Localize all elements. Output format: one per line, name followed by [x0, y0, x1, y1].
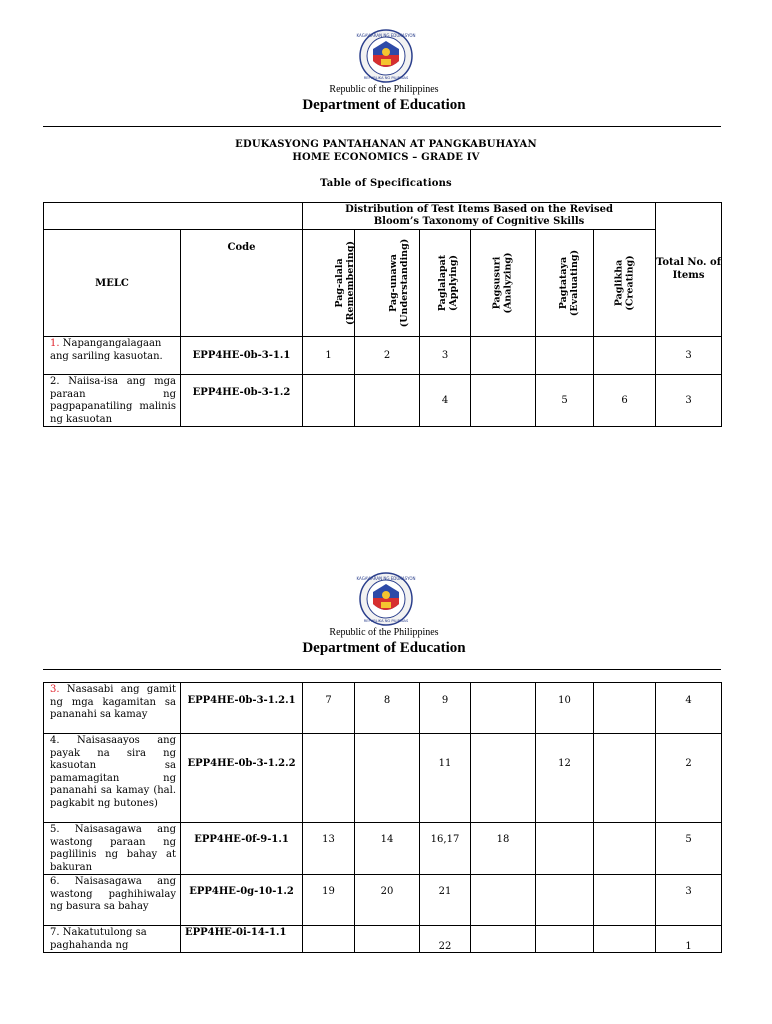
table-row — [44, 875, 722, 926]
republic-text: Republic of the Philippines — [329, 627, 439, 638]
code-cell: EPP4HE-0g-10-1.2 — [181, 875, 303, 926]
evaluating-cell: 12 — [536, 734, 594, 823]
seal-top-text: KAGAWARAN NG EDUKASYON — [356, 33, 416, 38]
deped-seal-logo — [356, 572, 416, 626]
code-cell: EPP4HE-0f-9-1.1 — [181, 823, 303, 875]
total-cell: 4 — [656, 683, 722, 734]
table-row — [44, 823, 722, 875]
understanding-cell: 2 — [355, 337, 420, 375]
total-cell: 3 — [656, 337, 722, 375]
total-cell: 3 — [656, 875, 722, 926]
seal-bottom-text: REPUBLIKA NG PILIPINAS — [363, 76, 409, 80]
melc-cell: 2. Naiisa-isa ang mga paraan ng pagpapanatiling malinis ng kasuotan — [44, 375, 181, 427]
understanding-cell: 8 — [355, 683, 420, 734]
analyzing-cell — [471, 375, 536, 427]
republic-text: Republic of the Philippines — [329, 84, 439, 95]
header-divider — [43, 669, 721, 670]
creating-cell — [594, 926, 656, 953]
specification-table-page-1 — [43, 202, 722, 427]
code-cell: EPP4HE-0b-3-1.2.2 — [181, 734, 303, 823]
header-blank-cell — [44, 203, 303, 230]
creating-cell — [594, 683, 656, 734]
applying-cell: 9 — [420, 683, 471, 734]
code-cell: EPP4HE-0b-3-1.2 — [181, 375, 303, 427]
analyzing-cell — [471, 734, 536, 823]
creating-cell — [594, 734, 656, 823]
creating-cell — [594, 823, 656, 875]
table-row — [44, 683, 722, 734]
department-title: Department of Education — [302, 640, 466, 656]
analyzing-cell — [471, 926, 536, 953]
remembering-cell — [303, 734, 355, 823]
deped-seal-logo — [356, 29, 416, 83]
creating-cell — [594, 337, 656, 375]
applying-cell: 11 — [420, 734, 471, 823]
understanding-cell — [355, 375, 420, 427]
evaluating-cell: 5 — [536, 375, 594, 427]
specification-table-page-2 — [43, 682, 722, 953]
melc-cell: 4. Naisasaayos ang payak na sira ng kasuotan sa pamamagitan ng pananahi sa kamay (hal. pagkabit ng butones) — [44, 734, 181, 823]
total-cell: 2 — [656, 734, 722, 823]
creating-cell — [594, 875, 656, 926]
analyzing-cell: 18 — [471, 823, 536, 875]
applying-cell: 3 — [420, 337, 471, 375]
understanding-cell — [355, 734, 420, 823]
total-cell: 1 — [656, 926, 722, 953]
applying-cell: 16,17 — [420, 823, 471, 875]
department-title: Department of Education — [302, 97, 466, 113]
evaluating-cell — [536, 875, 594, 926]
skill-header-remembering: Pag-alala (Remembering) — [303, 230, 355, 337]
total-cell: 3 — [656, 375, 722, 427]
doc-title-line-1: EDUKASYONG PANTAHANAN AT PANGKABUHAYAN — [235, 139, 537, 150]
applying-cell: 4 — [420, 375, 471, 427]
remembering-cell: 19 — [303, 875, 355, 926]
code-cell: EPP4HE-0b-3-1.1 — [181, 337, 303, 375]
doc-title-line-2: HOME ECONOMICS – GRADE IV — [292, 152, 480, 163]
table-row — [44, 734, 722, 823]
total-items-header: Total No. of Items — [656, 203, 722, 337]
code-cell: EPP4HE-0b-3-1.2.1 — [181, 683, 303, 734]
applying-cell: 22 — [420, 926, 471, 953]
remembering-cell: 1 — [303, 337, 355, 375]
table-row — [44, 375, 722, 427]
melc-cell: 1. Napangangalagaan ang sariling kasuotan. — [44, 337, 181, 375]
table-row — [44, 926, 722, 953]
melc-cell: 3. Nasasabi ang gamit ng mga kagamitan sa pananahi sa kamay — [44, 683, 181, 734]
melc-cell: 5. Naisasagawa ang wastong paraan ng paglilinis ng bahay at bakuran — [44, 823, 181, 875]
analyzing-cell — [471, 337, 536, 375]
evaluating-cell — [536, 926, 594, 953]
melc-header: MELC — [44, 230, 181, 337]
analyzing-cell — [471, 875, 536, 926]
understanding-cell — [355, 926, 420, 953]
skill-header-creating: Paglikha (Creating) — [594, 230, 656, 337]
remembering-cell: 7 — [303, 683, 355, 734]
creating-cell: 6 — [594, 375, 656, 427]
melc-cell: 7. Nakatutulong sa paghahanda ng — [44, 926, 181, 953]
table-row — [44, 337, 722, 375]
analyzing-cell — [471, 683, 536, 734]
understanding-cell: 14 — [355, 823, 420, 875]
evaluating-cell: 10 — [536, 683, 594, 734]
doc-title-line-3: Table of Specifications — [320, 178, 452, 189]
seal-bottom-text: REPUBLIKA NG PILIPINAS — [363, 619, 409, 623]
seal-top-text: KAGAWARAN NG EDUKASYON — [356, 576, 416, 581]
melc-cell: 6. Naisasagawa ang wastong paghihiwalay ng basura sa bahay — [44, 875, 181, 926]
remembering-cell: 13 — [303, 823, 355, 875]
header-divider — [43, 126, 721, 127]
skill-header-understanding: Pag-unawa (Understanding) — [355, 230, 420, 337]
code-header: Code — [181, 230, 303, 337]
distribution-header: Distribution of Test Items Based on the Revised Bloom’s Taxonomy of Cognitive Skills — [303, 203, 656, 230]
evaluating-cell — [536, 337, 594, 375]
understanding-cell: 20 — [355, 875, 420, 926]
remembering-cell — [303, 926, 355, 953]
skill-header-evaluating: Pagtataya (Evaluating) — [536, 230, 594, 337]
code-cell: EPP4HE-0i-14-1.1 — [181, 926, 303, 953]
total-cell: 5 — [656, 823, 722, 875]
applying-cell: 21 — [420, 875, 471, 926]
skill-header-analyzing: Pagsusuri (Analyzing) — [471, 230, 536, 337]
remembering-cell — [303, 375, 355, 427]
skill-header-applying: Paglalapat (Applying) — [420, 230, 471, 337]
evaluating-cell — [536, 823, 594, 875]
